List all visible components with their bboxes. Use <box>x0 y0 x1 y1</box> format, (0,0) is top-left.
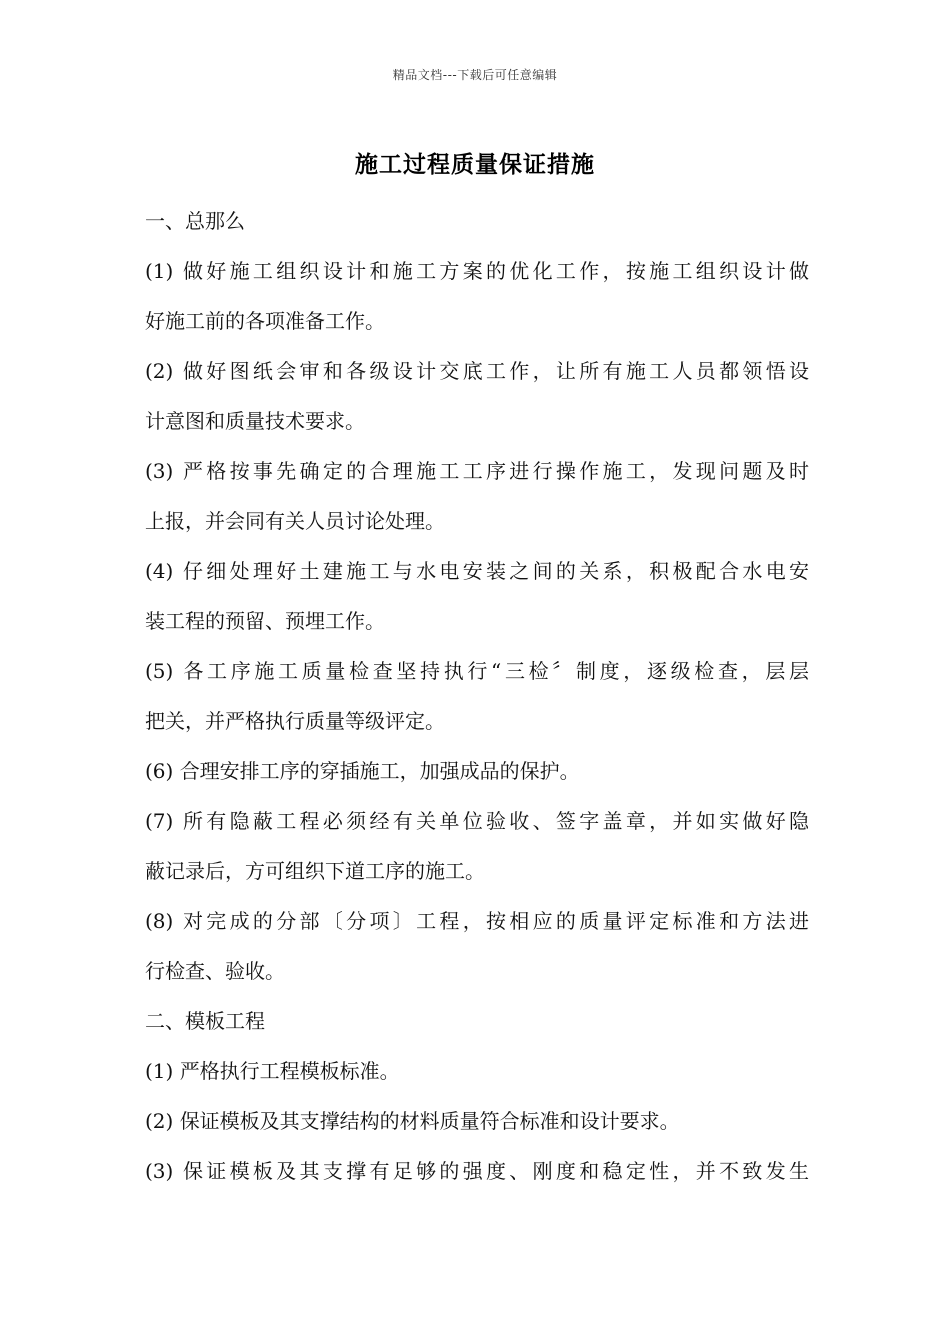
paragraph-line: 二、模板工程 <box>145 1009 265 1033</box>
paragraph-line: 一、总那么 <box>145 209 245 233</box>
document-body <box>145 196 809 1196</box>
paragraph-line: (4) 仔细处理好土建施工与水电安装之间的关系，积极配合水电安 <box>145 559 809 583</box>
paragraph-line: (6) 合理安排工序的穿插施工，加强成品的保护。 <box>145 759 580 783</box>
paragraph-line: 装工程的预留、预埋工作。 <box>145 609 385 633</box>
paragraph-line: (2) 保证模板及其支撑结构的材料质量符合标准和设计要求。 <box>145 1109 680 1133</box>
document-title: 施工过程质量保证措施 <box>355 151 595 178</box>
paragraph-line: 把关，并严格执行质量等级评定。 <box>145 709 445 733</box>
paragraph-line: 好施工前的各项准备工作。 <box>145 309 385 333</box>
paragraph-line: 上报，并会同有关人员讨论处理。 <box>145 509 445 533</box>
paragraph-line: (8) 对完成的分部〔分项〕工程，按相应的质量评定标准和方法进 <box>145 909 809 933</box>
paragraph-line: 蔽记录后，方可组织下道工序的施工。 <box>145 859 485 883</box>
paragraph-line: 计意图和质量技术要求。 <box>145 409 365 433</box>
paragraph-line: (5) 各工序施工质量检查坚持执行“三检〞制度，逐级检查，层层 <box>145 659 809 683</box>
paragraph-line: (1) 严格执行工程模板标准。 <box>145 1059 400 1083</box>
paragraph-line: (7) 所有隐蔽工程必须经有关单位验收、签字盖章，并如实做好隐 <box>145 809 809 833</box>
paragraph-line: (2) 做好图纸会审和各级设计交底工作，让所有施工人员都领悟设 <box>145 359 809 383</box>
page-header: 精品文档---下载后可任意编辑 <box>392 68 558 82</box>
paragraph-line: (3) 严格按事先确定的合理施工工序进行操作施工，发现问题及时 <box>145 459 809 483</box>
paragraph-line: 行检查、验收。 <box>145 959 285 983</box>
paragraph-line: (1) 做好施工组织设计和施工方案的优化工作，按施工组织设计做 <box>145 259 809 283</box>
paragraph-line: (3) 保证模板及其支撑有足够的强度、刚度和稳定性，并不致发生 <box>145 1159 809 1183</box>
